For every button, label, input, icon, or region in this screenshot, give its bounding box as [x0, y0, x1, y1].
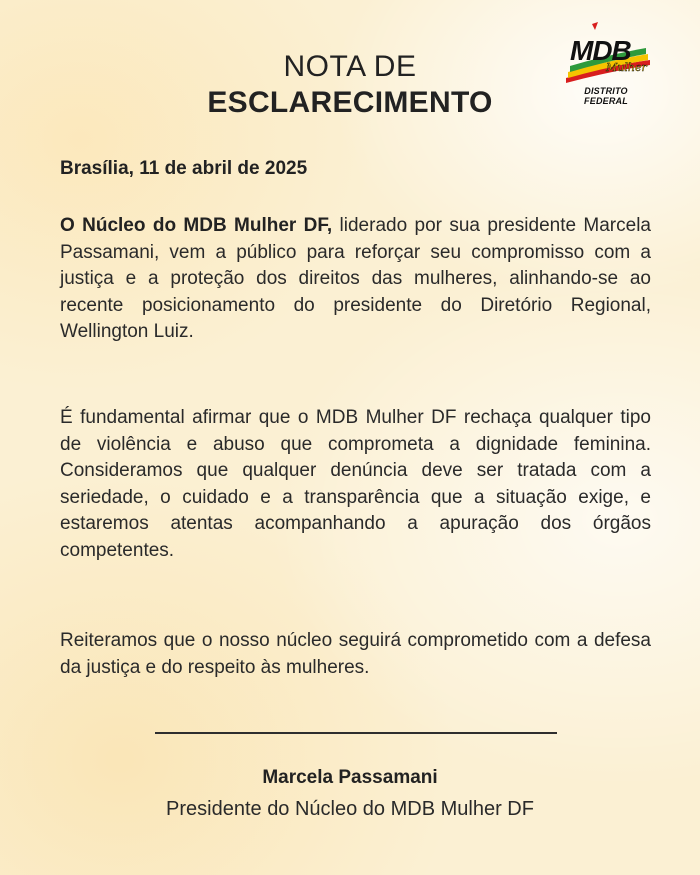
letter-date: Brasília, 11 de abril de 2025	[60, 158, 308, 179]
signature-name: Marcela Passamani	[262, 767, 438, 788]
signature-role: Presidente do Núcleo do MDB Mulher DF	[166, 798, 534, 820]
title-line-2: ESCLARECIMENTO	[207, 86, 493, 119]
paragraph-1-body: liderado por sua presidente Marcela Passamani, vem a público para reforçar seu compromisso com a justiça e a proteção dos direitos das mulheres, alinhando-se ao recente posicionamento do presidente do Diretório Regional, Wellington Luiz.	[60, 215, 651, 342]
paragraph-2: É fundamental afirmar que o MDB Mulher DF rechaça qualquer tipo de violência e abuso que comprometa a dignidade feminina. Consideramos que qualquer denúncia deve ser tratada com a seriedade, o cuidado e a transparência que a situação exige, e estaremos atentas acompanhando a apuração dos órgãos competentes.	[60, 407, 651, 561]
paragraph-1-lead: O Núcleo do MDB Mulher DF,	[60, 215, 333, 236]
logo-subtitle: DISTRITO FEDERAL	[584, 86, 628, 106]
signature-line	[155, 732, 557, 734]
logo-flame	[592, 22, 598, 30]
logo-script: Mulher	[606, 61, 647, 74]
paragraph-3: Reiteramos que o nosso núcleo seguirá comprometido com a defesa da justiça e do respeito às mulheres.	[60, 630, 651, 678]
title-line-1: NOTA DE	[283, 50, 417, 83]
logo-mark: MDB	[570, 35, 631, 66]
paragraph-1	[60, 213, 651, 346]
